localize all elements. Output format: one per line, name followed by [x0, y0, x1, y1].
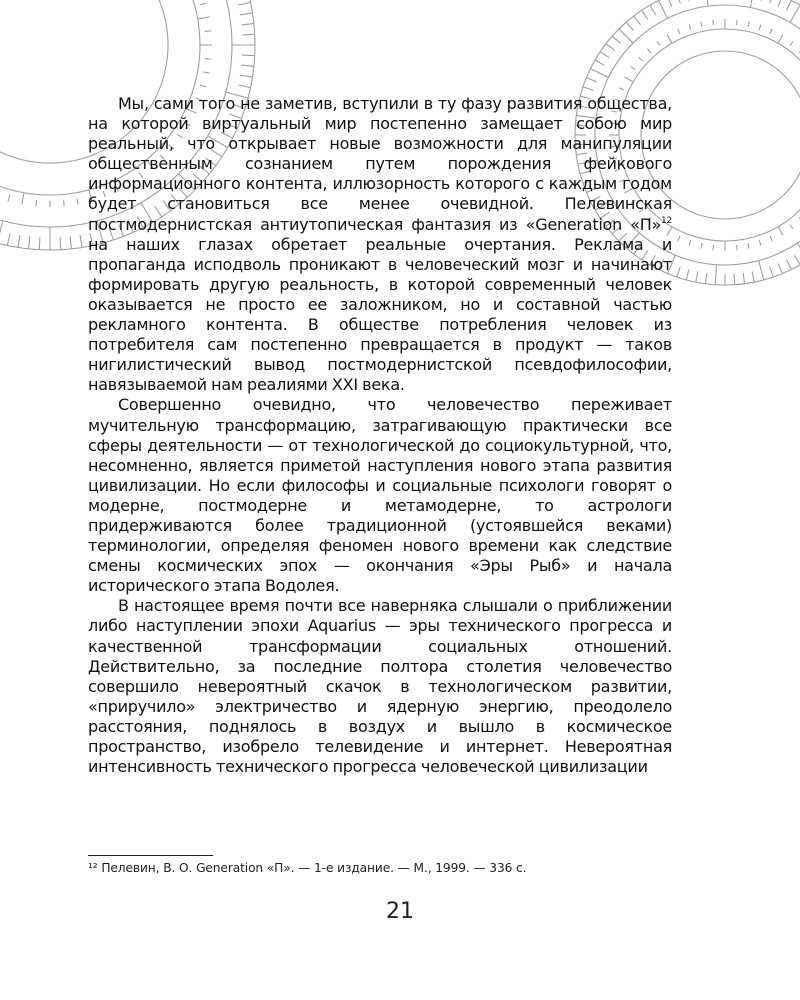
- wheel-tick: [689, 25, 691, 30]
- wheel-tick: [625, 77, 634, 82]
- wheel-tick: [750, 0, 754, 7]
- wheel-tick: [748, 243, 749, 248]
- wheel-tick: [242, 34, 255, 35]
- wheel-tick: [583, 87, 593, 91]
- wheel-tick: [626, 22, 633, 30]
- wheel-tick: [80, 235, 82, 247]
- wheel-tick: [634, 16, 641, 25]
- paragraph: Совершенно очевидно, что человечество переживает мучительную трансформацию, затрагивающую практически все сферы деятельности — от технологической до социокультурной, что, несомненно, является приметой наступления нового этапа развития цивилизации. Но если философы и социальные психологи говорят о модерне, постмодерне и метамодерне, то астрологи придерживаются более традиционной (устоявшейся веками) терминологии, определяя феномен нового времени как следствие смены космических эпох — окончания «Эры Рыб» и начала исторического этапа Водолея.: [88, 395, 672, 596]
- wheel-tick: [737, 245, 738, 250]
- paragraph-text: Мы, сами того не заметив, вступили в ту фазу развития общества, на которой виртуальный мир постепенно замещает собою мир реальный, что открывает новые возможности для манипуляции общественным сознанием путем порождения фейкового информационного контента, иллюзорность которого с каждым годом будет становиться все менее очевидной. Пелевинская постмодернистская антиутопическая фантазия из «Generation «П»: [88, 94, 672, 234]
- wheel-tick: [761, 0, 764, 1]
- body-text: [88, 94, 672, 777]
- wheel-tick: [705, 0, 708, 6]
- wheel-tick: [786, 260, 791, 270]
- wheel-tick: [715, 265, 716, 285]
- wheel-tick: [770, 0, 774, 3]
- wheel-tick: [647, 49, 651, 53]
- wheel-tick: [600, 52, 609, 58]
- wheel-tick: [203, 72, 209, 73]
- wheel-tick: [770, 236, 772, 241]
- wheel-tick: [759, 240, 761, 245]
- wheel-tick: [770, 267, 774, 277]
- wheel-tick: [752, 271, 754, 282]
- wheel-tick: [205, 31, 212, 32]
- wheel-tick: [590, 69, 608, 78]
- wheel-tick: [790, 5, 800, 22]
- wheel-tick: [790, 224, 793, 228]
- wheel-tick: [678, 236, 680, 241]
- wheel-tick: [22, 193, 24, 205]
- wheel-tick: [677, 267, 681, 277]
- wheel-tick: [36, 200, 37, 207]
- wheel-tick: [689, 240, 691, 245]
- wheel-tick: [650, 5, 656, 15]
- wheel-tick: [238, 85, 250, 88]
- wheel-tick: [686, 269, 689, 280]
- wheel-tick: [737, 20, 738, 25]
- wheel-tick: [713, 245, 714, 250]
- wheel-tick: [668, 0, 672, 7]
- wheel-tick: [678, 29, 680, 34]
- wheel-tick: [0, 221, 3, 243]
- wheel-tick: [701, 243, 702, 248]
- wheel-tick: [240, 13, 252, 15]
- wheel-tick: [667, 35, 672, 44]
- wheel-tick: [790, 41, 793, 45]
- wheel-tick: [696, 271, 698, 282]
- wheel-tick: [241, 65, 254, 66]
- wheel-tick: [612, 36, 620, 43]
- footnote: ¹² Пелевин, В. О. Generation «П». — 1-е издание. — М., 1999. — 336 с.: [88, 861, 527, 875]
- wheel-tick: [200, 85, 206, 87]
- wheel-tick: [770, 29, 772, 34]
- wheel-tick: [659, 0, 668, 18]
- wheel-tick: [60, 237, 61, 250]
- page-number: 21: [386, 899, 414, 924]
- wheel-tick: [795, 255, 800, 265]
- wheel-tick: [701, 22, 702, 27]
- wheel-tick: [242, 55, 255, 56]
- wheel-tick: [240, 75, 252, 77]
- wheel-tick: [713, 20, 714, 25]
- paragraph: [88, 94, 672, 395]
- wheel-tick: [778, 35, 783, 44]
- wheel-tick: [677, 0, 681, 3]
- wheel-tick: [200, 3, 206, 5]
- paragraph-text: на наших глазах обретает реальные очертания. Реклама и пропаганда исподволь проникают в человеческий мозг и начинают формировать другую реальность, в которой современный человек оказывается не просто ее заложником, но и составной частью рекламного контента. В обществе потребления человек из потребителя сам постепенно превращается в продукт — таков нигилистический вывод постмодернистской псевдофилософии, навязываемой нам реалиями XXI века.: [88, 234, 672, 395]
- wheel-tick: [8, 195, 10, 201]
- wheel-tick: [39, 237, 40, 250]
- wheel-tick: [77, 198, 78, 204]
- wheel-tick: [759, 25, 761, 30]
- wheel-tick: [7, 233, 10, 245]
- footnote-reference[interactable]: 12: [661, 215, 672, 226]
- wheel-tick: [734, 274, 735, 285]
- wheel-tick: [743, 273, 744, 284]
- wheel-tick: [778, 0, 782, 7]
- wheel-tick: [778, 227, 783, 236]
- wheel-tick: [238, 2, 250, 5]
- paragraph: В настоящее время почти все наверняка слышали о приближении либо наступлении эпохи Aquarius — эры технического прогресса и качественной трансформации социальных отношений. Действительно, за последние полтора столетия человечество совершило невероятный скачок в технологическом развитии, «приручило» электричество и ядерную энергию, преодолело расстояния, поднялось в воздух и вышло в космическое пространство, изобрело телевидение и интернет. Невероятная интенсивность технического прогресса человеческой цивилизации: [88, 596, 672, 777]
- footnote-divider: [88, 855, 213, 856]
- wheel-tick: [64, 200, 65, 207]
- wheel-tick: [778, 263, 782, 273]
- wheel-tick: [29, 236, 30, 249]
- wheel-tick: [786, 0, 791, 10]
- wheel-tick: [619, 88, 624, 90]
- wheel-tick: [631, 67, 635, 70]
- wheel-tick: [748, 22, 749, 27]
- wheel-tick: [657, 41, 660, 45]
- wheel-tick: [759, 261, 764, 280]
- wheel-tick: [586, 78, 596, 82]
- wheel-tick: [639, 57, 643, 61]
- wheel-tick: [686, 0, 689, 1]
- wheel-tick: [198, 17, 210, 19]
- wheel-tick: [205, 59, 212, 60]
- wheel-tick: [619, 29, 633, 43]
- wheel-tick: [595, 60, 605, 66]
- wheel-tick: [18, 235, 20, 247]
- wheel-tick: [241, 24, 254, 25]
- wheel-tick: [642, 10, 648, 19]
- wheel-tick: [70, 236, 71, 249]
- wheel-tick: [705, 273, 706, 284]
- wheel-tick: [606, 44, 615, 51]
